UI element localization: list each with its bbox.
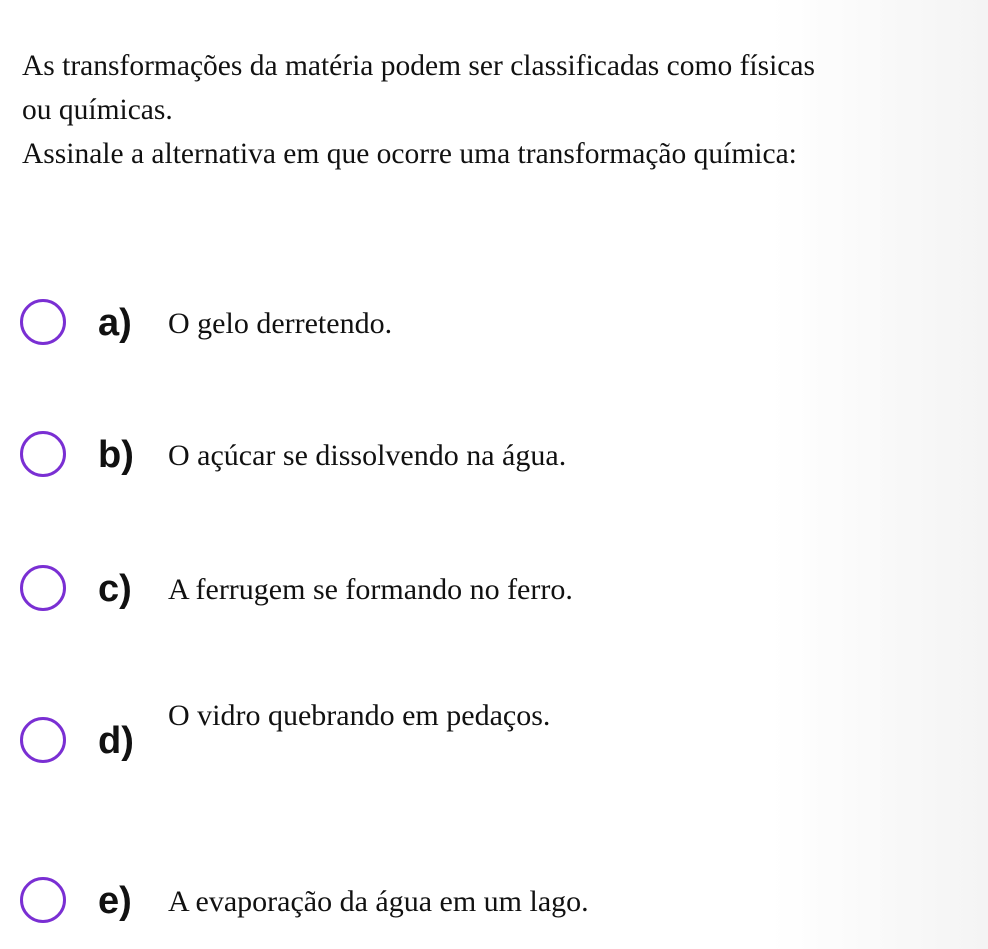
option-c-letter: c)	[98, 568, 132, 610]
question-line-3: Assinale a alternativa em que ocorre uma transformação química:	[22, 138, 797, 170]
radio-button-icon[interactable]	[20, 717, 66, 763]
option-a[interactable]	[0, 296, 988, 356]
radio-button-icon[interactable]	[20, 565, 66, 611]
question-text	[22, 44, 982, 176]
option-e-letter: e)	[98, 880, 132, 922]
option-a-letter: a)	[98, 302, 132, 344]
option-d[interactable]	[0, 696, 988, 776]
option-e[interactable]	[0, 874, 988, 934]
option-e-text: A evaporação da água em um lago.	[168, 885, 589, 918]
option-b[interactable]	[0, 428, 988, 488]
option-c[interactable]	[0, 562, 988, 622]
option-b-text: O açúcar se dissolvendo na água.	[168, 439, 567, 472]
option-d-text: O vidro quebrando em pedaços.	[168, 699, 551, 732]
radio-button-icon[interactable]	[20, 877, 66, 923]
option-a-text: O gelo derretendo.	[168, 307, 393, 340]
option-c-text: A ferrugem se formando no ferro.	[168, 573, 573, 606]
option-d-letter: d)	[98, 720, 134, 762]
radio-button-icon[interactable]	[20, 431, 66, 477]
question-line-1: As transformações da matéria podem ser classificadas como físicas	[22, 50, 815, 82]
question-line-2: ou químicas.	[22, 94, 173, 126]
option-b-letter: b)	[98, 434, 134, 476]
radio-button-icon[interactable]	[20, 299, 66, 345]
